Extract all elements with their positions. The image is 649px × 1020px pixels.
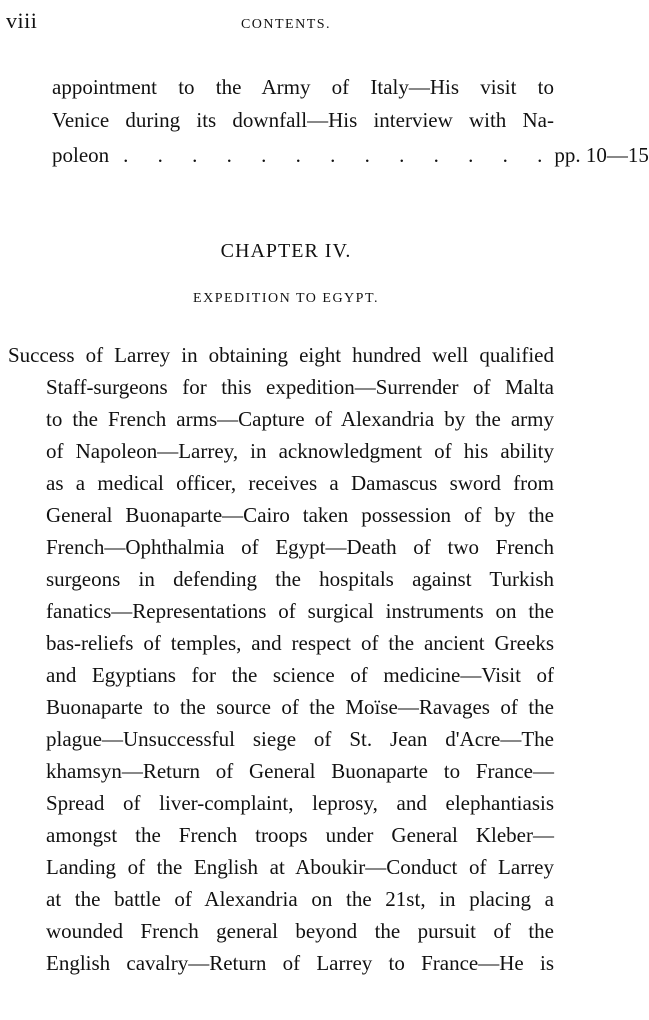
summary-line: Landing of the English at Aboukir—Conduct of Larrey	[46, 855, 554, 879]
summary-line: at the battle of Alexandria on the 21st, in placing a	[46, 887, 554, 911]
summary-line: bas-reliefs of temples, and respect of the ancient Greeks	[46, 631, 554, 655]
summary-line: khamsyn—Return of General Buonaparte to France—	[46, 759, 554, 783]
dot-leader: . . . . . . . . . . . . .	[123, 143, 555, 167]
summary-line: amongst the French troops under General Kleber—	[46, 823, 554, 847]
summary-line: English cavalry—Return of Larrey to France—He is	[46, 951, 554, 975]
running-title: CONTENTS.	[240, 17, 332, 32]
chapter-subheading: EXPEDITION TO EGYPT.	[193, 291, 379, 306]
summary-line: Success of Larrey in obtaining eight hundred well qualified	[8, 343, 554, 367]
summary-line: wounded French general beyond the pursuit of the	[46, 919, 554, 943]
previous-entry-last-word: poleon	[52, 143, 110, 167]
summary-line: of Napoleon—Larrey, in acknowledgment of his ability	[46, 439, 554, 463]
previous-entry-line-2: Venice during its downfall—His interview with Na-	[52, 108, 554, 132]
page-number: viii	[6, 8, 38, 33]
previous-entry-line-1: appointment to the Army of Italy—His visit to	[52, 75, 554, 99]
chapter-heading: CHAPTER IV.	[220, 240, 352, 262]
summary-line: Staff-surgeons for this expedition—Surrender of Malta	[46, 375, 554, 399]
summary-line: and Egyptians for the science of medicine—Visit of	[46, 663, 554, 687]
summary-line: as a medical officer, receives a Damascus sword from	[46, 471, 554, 495]
summary-line: to the French arms—Capture of Alexandria by the army	[46, 407, 554, 431]
summary-line: French—Ophthalmia of Egypt—Death of two French	[46, 535, 554, 559]
summary-line: plague—Unsuccessful siege of St. Jean d'Acre—The	[46, 727, 554, 751]
summary-line: fanatics—Representations of surgical instruments on the	[46, 599, 554, 623]
summary-line: Buonaparte to the source of the Moïse—Ravages of the	[46, 695, 554, 719]
running-head	[0, 8, 572, 38]
summary-line: Spread of liver-complaint, leprosy, and elephantiasis	[46, 791, 554, 815]
previous-entry-last-line	[52, 141, 649, 169]
page-range: pp. 10—15	[554, 143, 649, 167]
summary-line: General Buonaparte—Cairo taken possession of by the	[46, 503, 554, 527]
summary-line: surgeons in defending the hospitals against Turkish	[46, 567, 554, 591]
